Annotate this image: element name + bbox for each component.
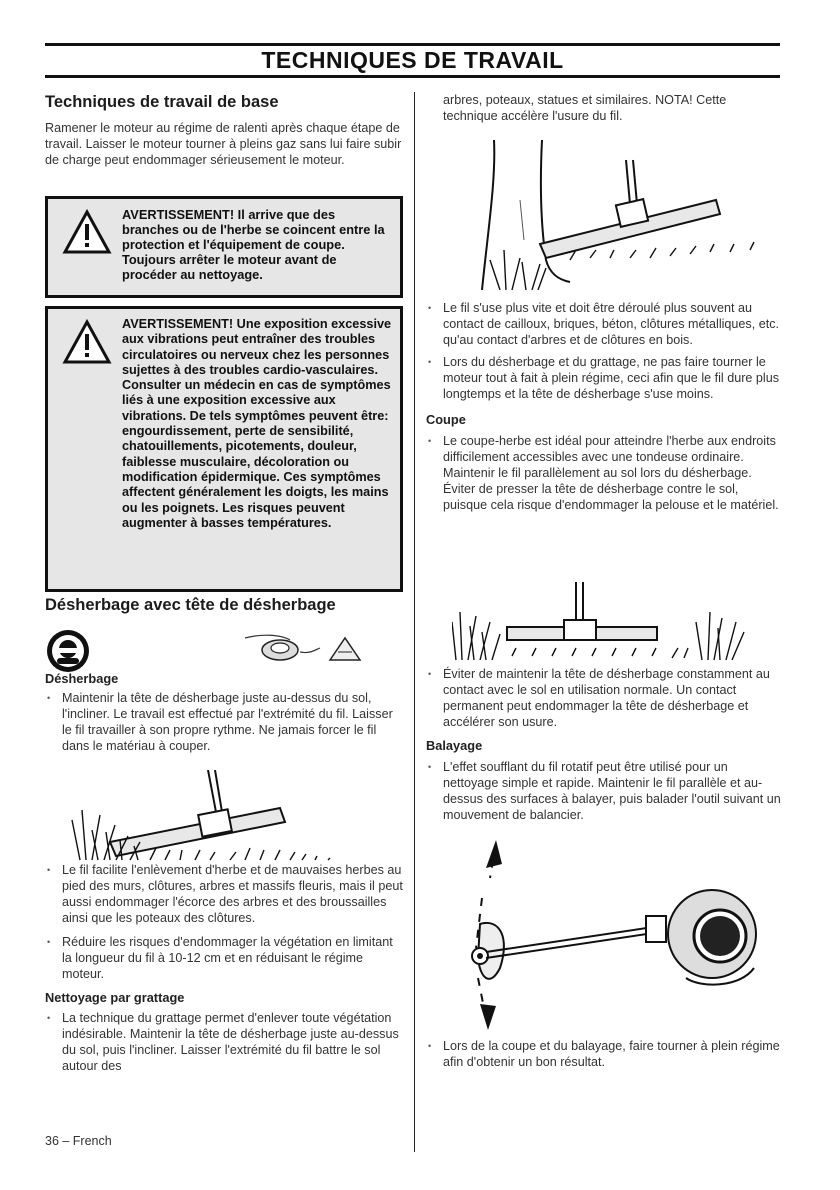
section-title-trimming: Désherbage avec tête de désherbage — [45, 596, 336, 614]
subheading-coupe: Coupe — [426, 412, 466, 427]
scraping-illustration — [480, 140, 780, 290]
desherbage-block-2 — [45, 862, 403, 1074]
page-title: TECHNIQUES DE TRAVAIL — [261, 47, 564, 73]
warning-triangle-icon — [62, 209, 112, 255]
subheading-balayage: Balayage — [426, 738, 483, 753]
cutting-illustration — [452, 582, 772, 662]
list-item: • Réduire les risques d'endommager la végétation en limitant la longueur du fil à 10-12 cm et en réduisant le régime moteur. — [45, 934, 403, 982]
subheading-desherbage: Désherbage — [45, 671, 119, 686]
section-title-basic-techniques: Techniques de travail de base — [45, 93, 279, 111]
right-bullets-block — [426, 300, 781, 513]
coupe-block-2 — [426, 666, 781, 823]
balayage-block-2 — [426, 1038, 781, 1070]
list-item: • L'effet soufflant du fil rotatif peut être utilisé pour un nettoyage simple et rapide. Maintenir le fil parallèle et au-dessus des surfaces à balayer, puis balader l'outil suivant un mouvement de balancier. — [426, 759, 781, 823]
list-item: • Lors du désherbage et du grattage, ne pas faire tourner le moteur tout à fait à plein régime, ceci afin que le fil dure plus longtemps et la tête de désherbage s'use moins. — [426, 354, 781, 402]
basic-techniques-text: Ramener le moteur au régime de ralenti après chaque étape de travail. Laisser le moteur tourner à pleins gaz sans lui faire subir de charge peut endommager sérieusement le moteur. — [45, 121, 402, 167]
warning-text-cleaning: AVERTISSEMENT! Il arrive que des branches ou de l'herbe se coincent entre la protection et l'équipement de coupe. Toujours arrêter le moteur avant de procéder au nettoyage. — [122, 207, 385, 282]
warning-box-vibrations — [45, 306, 403, 592]
list-item: • Lors de la coupe et du balayage, faire tourner à plein régime afin d'obtenir un bon résultat. — [426, 1038, 781, 1070]
protective-equipment-icon — [45, 628, 91, 674]
continued-text: arbres, poteaux, statues et similaires. NOTA! Cette technique accélère l'usure du fil. — [443, 93, 727, 123]
column-divider — [414, 92, 415, 1152]
list-item: • Maintenir la tête de désherbage juste au-dessus du sol, l'incliner. Le travail est effectué par l'extrémité du fil. Laisser le fil travailler à son propre rythme. Ne jamais forcer le fil dans le matériau à couper. — [45, 690, 403, 754]
warning-triangle-icon — [62, 319, 112, 365]
right-column-top — [426, 90, 781, 124]
list-item: • Le coupe-herbe est idéal pour atteindre l'herbe aux endroits difficilement accessibles avec une tondeuse ordinaire. Maintenir le fil parallèlement au sol lors du désherbage. Éviter de presser la tête de désherbage contre le sol, puisque cela risque d'endommager la pelouse et le matériel. — [426, 433, 781, 513]
page-number: 36 – French — [45, 1134, 112, 1148]
warning-text-vibrations: AVERTISSEMENT! Une exposition excessive aux vibrations peut entraîner des troubles circulatoires ou nerveux chez les personnes sujettes à des troubles cardio-vasculaires. Consulter un médecin en cas de symptômes liés à une exposition excessive aux vibrations. De tels symptômes peuvent être: engourdissement, perte de sensibilité, chatouillements, picotements, douleur, faiblesse musculaire, décoloration ou modification épidermique. Ces symptômes affectent généralement les doigts, les mains ou les poignets. Les risques peuvent augmenter à basses températures. — [122, 317, 392, 530]
desherbage-block — [45, 671, 403, 754]
section-trimming — [45, 596, 403, 615]
left-column — [45, 90, 403, 168]
list-item: • La technique du grattage permet d'enlever toute végétation indésirable. Maintenir la tête de désherbage juste au-dessus du sol, puis l'incliner. Laisser l'extrémité du fil battre le sol autour des — [45, 1010, 403, 1074]
trimmer-head-icon — [240, 630, 370, 670]
page-header — [45, 43, 780, 78]
subheading-grattage: Nettoyage par grattage — [45, 990, 185, 1005]
list-item: • Le fil s'use plus vite et doit être déroulé plus souvent au contact de cailloux, briques, béton, clôtures métalliques, etc. qu'au contact d'arbres et de clôtures en bois. — [426, 300, 781, 348]
trimming-illustration — [70, 770, 380, 862]
warning-box-cleaning — [45, 196, 403, 298]
list-item: • Éviter de maintenir la tête de désherbage constamment au contact avec le sol en utilisation normale. Un contact permanent peut endommager la tête de désherbage et accélérer son usure. — [426, 666, 781, 730]
sweeping-illustration — [450, 838, 780, 1034]
list-item: • Le fil facilite l'enlèvement d'herbe et de mauvaises herbes au pied des murs, clôtures, arbres et massifs fleuris, mais il peut aussi endommager l'écorce des arbres et des broussailles ainsi que les poteaux des clôtures. — [45, 862, 403, 926]
